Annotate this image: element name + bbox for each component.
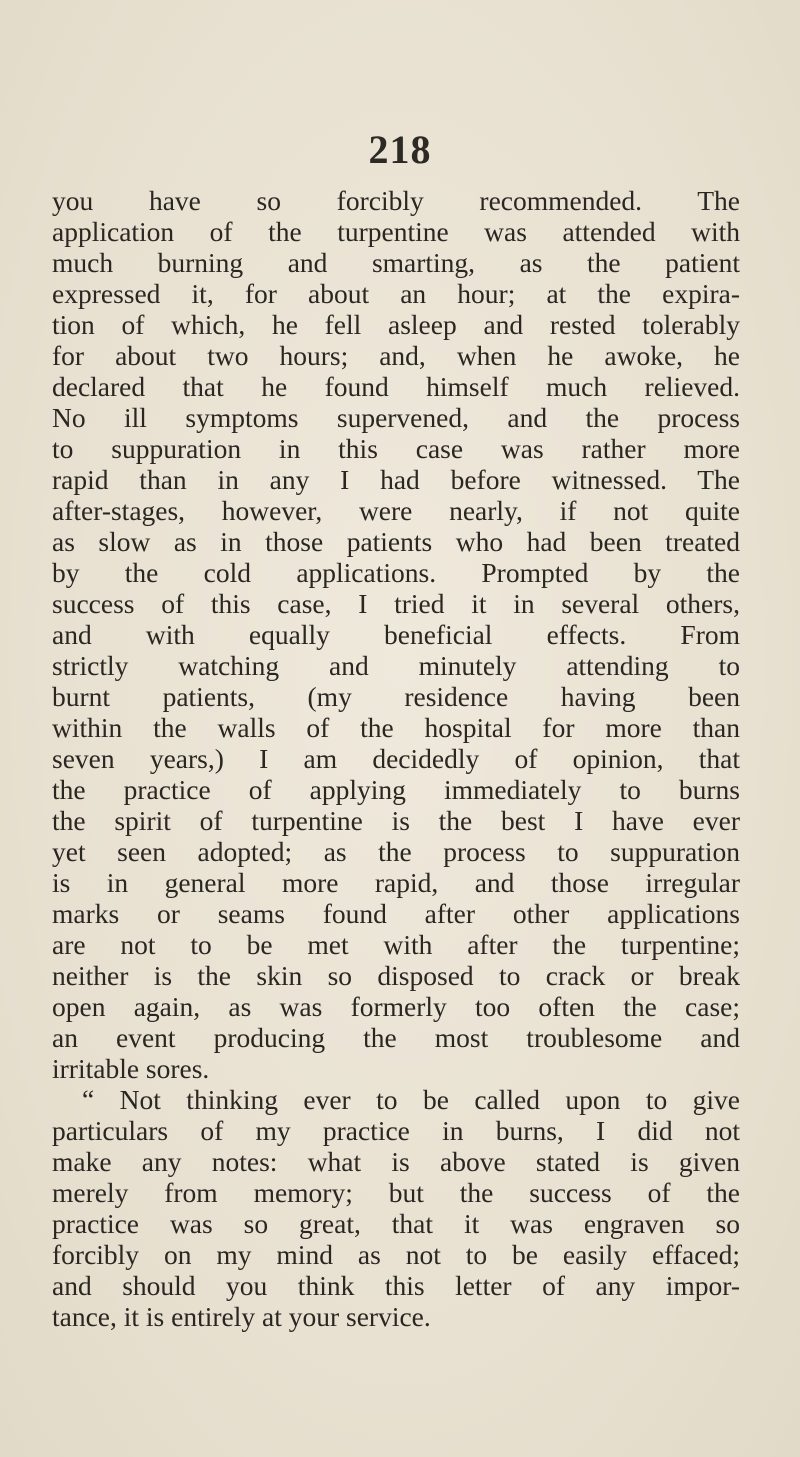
text-line: No ill symptoms supervened, and the process: [52, 402, 740, 433]
text-line: much burning and smarting, as the patient: [52, 247, 740, 278]
text-line: success of this case, I tried it in several others,: [52, 588, 740, 619]
text-line: strictly watching and minutely attending to: [52, 650, 740, 681]
text-line: forcibly on my mind as not to be easily effaced;: [52, 1239, 740, 1270]
text-line: yet seen adopted; as the process to suppuration: [52, 836, 740, 867]
text-line: tance, it is entirely at your service.: [52, 1301, 431, 1332]
text-line: tion of which, he fell asleep and rested tolerably: [52, 309, 740, 340]
text-line: open again, as was formerly too often the case;: [52, 991, 740, 1022]
text-line: for about two hours; and, when he awoke, he: [52, 340, 740, 371]
text-line: is in general more rapid, and those irregular: [52, 867, 740, 898]
text-line: neither is the skin so disposed to crack or break: [52, 960, 740, 991]
text-line: an event producing the most troublesome and: [52, 1022, 740, 1053]
body-text: [52, 185, 740, 1332]
text-line: to suppuration in this case was rather more: [52, 433, 740, 464]
text-line: irritable sores.: [52, 1053, 210, 1084]
text-line: are not to be met with after the turpentine;: [52, 929, 740, 960]
text-line: as slow as in those patients who had been treated: [52, 526, 740, 557]
page-number: 218: [368, 127, 432, 172]
text-line: by the cold applications. Prompted by the: [52, 557, 740, 588]
text-line: rapid than in any I had before witnessed. The: [52, 464, 740, 495]
text-line: merely from memory; but the success of the: [52, 1177, 740, 1208]
text-line: application of the turpentine was attended with: [52, 216, 740, 247]
text-line: declared that he found himself much relieved.: [52, 371, 740, 402]
text-line: the spirit of turpentine is the best I have ever: [52, 805, 740, 836]
text-line: practice was so great, that it was engraven so: [52, 1208, 740, 1239]
text-line: marks or seams found after other applications: [52, 898, 740, 929]
text-line: the practice of applying immediately to burns: [52, 774, 740, 805]
text-line: and should you think this letter of any impor-: [52, 1270, 740, 1301]
text-line: within the walls of the hospital for more than: [52, 712, 740, 743]
text-line: you have so forcibly recommended. The: [52, 185, 740, 216]
text-line: particulars of my practice in burns, I did not: [52, 1115, 740, 1146]
text-line: expressed it, for about an hour; at the expira-: [52, 278, 740, 309]
text-line: “ Not thinking ever to be called upon to give: [82, 1084, 740, 1115]
text-line: make any notes: what is above stated is given: [52, 1146, 740, 1177]
text-line: burnt patients, (my residence having been: [52, 681, 740, 712]
text-line: seven years,) I am decidedly of opinion, that: [52, 743, 740, 774]
text-line: after-stages, however, were nearly, if not quite: [52, 495, 740, 526]
text-line: and with equally beneficial effects. From: [52, 619, 740, 650]
